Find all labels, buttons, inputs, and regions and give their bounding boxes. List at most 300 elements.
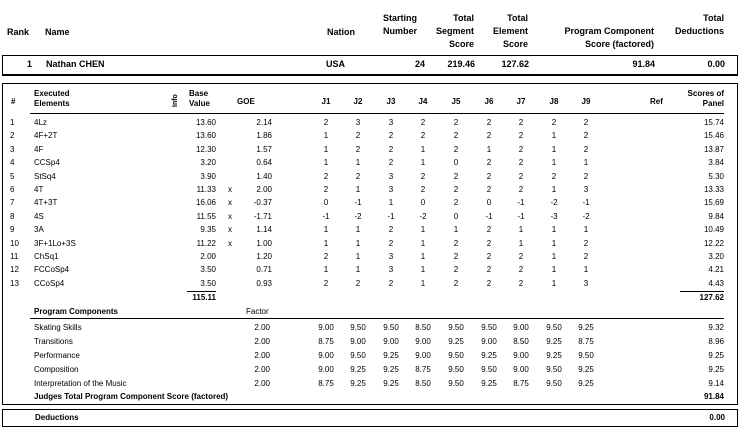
element-judge-score: 2 [583, 252, 589, 261]
component-judge-score: 9.25 [350, 365, 366, 374]
element-judge-score: 2 [583, 171, 589, 181]
component-score: 8.96 [708, 337, 724, 346]
element-score: 15.74 [703, 118, 724, 127]
component-name: Skating Skills [34, 323, 82, 332]
element-judge-score: 2 [551, 171, 557, 181]
elements-score-total: 127.62 [699, 293, 724, 302]
element-judge-score: 1 [420, 265, 426, 275]
element-judge-score: 1 [420, 158, 426, 168]
component-judge-score: 9.25 [546, 337, 562, 346]
element-name: 3F+1Lo+3S [34, 238, 76, 248]
element-row [0, 237, 740, 250]
element-name: ChSq1 [34, 252, 59, 261]
header-nation: Nation [327, 27, 355, 37]
element-base: 9.35 [200, 225, 216, 235]
element-judge-score: 0 [323, 198, 329, 208]
skater-total-deductions: 0.00 [707, 59, 725, 69]
element-goe: -0.37 [253, 198, 272, 208]
element-judge-score: 2 [388, 158, 394, 168]
col-j9: J9 [581, 97, 591, 106]
element-judge-score: -2 [419, 211, 427, 221]
element-judge-score: 2 [388, 238, 394, 248]
element-judge-score: 2 [323, 278, 329, 288]
element-judge-score: 2 [486, 131, 492, 141]
component-row [0, 377, 740, 390]
element-judge-score: 2 [323, 171, 329, 181]
components-total-label: Judges Total Program Component Score (factored) [34, 392, 229, 401]
element-goe: 1.40 [256, 171, 272, 181]
element-row [0, 223, 740, 236]
element-judge-score: 2 [323, 185, 329, 194]
element-judge-score: 2 [583, 144, 589, 154]
element-judge-score: 2 [583, 238, 589, 248]
element-score: 9.84 [708, 211, 724, 221]
element-row [0, 143, 740, 156]
element-base: 3.20 [200, 158, 216, 168]
element-num: 1 [10, 118, 15, 127]
element-judge-score: 2 [486, 171, 492, 181]
element-judge-score: 2 [453, 238, 459, 248]
element-judge-score: -3 [550, 211, 558, 221]
element-judge-score: 2 [551, 118, 557, 127]
element-score: 10.49 [703, 225, 724, 235]
component-judge-score: 9.25 [383, 365, 399, 374]
element-goe: 1.57 [256, 144, 272, 154]
component-judge-score: 9.50 [546, 365, 562, 374]
component-row [0, 321, 740, 334]
element-judge-score: 2 [583, 118, 589, 127]
components-title: Program Components [34, 307, 119, 316]
component-judge-score: 9.00 [513, 365, 529, 374]
element-num: 8 [10, 211, 15, 221]
element-judge-score: 1 [388, 198, 394, 208]
component-score: 9.25 [708, 351, 724, 360]
col-num: # [11, 97, 16, 106]
components-total-score: 91.84 [703, 392, 724, 401]
component-judge-score: 9.50 [350, 351, 366, 360]
element-score: 12.22 [703, 238, 724, 248]
component-judge-score: 9.25 [383, 351, 399, 360]
element-judge-score: -2 [550, 198, 558, 208]
element-judge-score: -1 [582, 198, 590, 208]
element-judge-score: 1 [355, 158, 361, 168]
element-judge-score: -2 [354, 211, 362, 221]
element-num: 9 [10, 225, 15, 235]
header-total-element-score: Total Element Score [492, 13, 528, 49]
element-name: 4Lz [34, 118, 47, 127]
element-num: 13 [10, 278, 19, 288]
element-num: 7 [10, 198, 15, 208]
element-name: CCSp4 [34, 158, 60, 168]
component-judge-score: 9.00 [415, 337, 431, 346]
element-judge-score: 1 [420, 278, 426, 288]
element-judge-score: 2 [453, 118, 459, 127]
component-judge-score: 8.75 [318, 337, 334, 346]
element-judge-score: 2 [388, 225, 394, 235]
element-judge-score: 2 [518, 158, 524, 168]
col-base-value: Base Value [189, 89, 210, 108]
element-row [0, 263, 740, 276]
element-goe: 2.14 [256, 118, 272, 127]
element-score: 4.43 [708, 278, 724, 288]
element-score: 5.30 [708, 171, 724, 181]
element-judge-score: 1 [355, 265, 361, 275]
component-judge-score: 9.50 [546, 379, 562, 388]
element-row [0, 277, 740, 290]
element-judge-score: 3 [388, 171, 394, 181]
component-judge-score: 9.50 [383, 323, 399, 332]
col-j7: J7 [516, 97, 526, 106]
element-judge-score: 1 [323, 265, 329, 275]
element-judge-score: 2 [453, 278, 459, 288]
component-judge-score: 9.00 [415, 351, 431, 360]
component-judge-score: 9.25 [578, 365, 594, 374]
element-judge-score: 1 [323, 238, 329, 248]
element-judge-score: 1 [583, 225, 589, 235]
element-score: 15.46 [703, 131, 724, 141]
element-base: 16.06 [195, 198, 216, 208]
element-name: FCCoSp4 [34, 265, 70, 275]
element-row [0, 210, 740, 223]
element-score: 13.33 [703, 185, 724, 194]
element-judge-score: 3 [388, 118, 394, 127]
base-total-rule [187, 291, 216, 292]
component-factor: 2.00 [254, 323, 270, 332]
element-goe: 2.00 [256, 185, 272, 194]
element-goe: 1.20 [256, 252, 272, 261]
component-judge-score: 9.00 [318, 323, 334, 332]
element-judge-score: 3 [355, 118, 361, 127]
component-judge-score: 9.50 [448, 379, 464, 388]
element-row [0, 116, 740, 129]
element-judge-score: 1 [518, 225, 524, 235]
component-judge-score: 9.50 [481, 365, 497, 374]
header-program-component-score: Program Component Score (factored) [564, 26, 654, 49]
skater-rank: 1 [27, 59, 33, 69]
element-goe: 1.00 [256, 238, 272, 248]
element-score: 13.87 [703, 144, 724, 154]
element-base: 11.22 [196, 238, 216, 248]
component-judge-score: 9.00 [383, 337, 399, 346]
element-judge-score: 2 [453, 131, 459, 141]
component-row [0, 349, 740, 362]
element-name: 4T+3T [34, 198, 58, 208]
element-row [0, 196, 740, 209]
element-judge-score: -1 [322, 211, 330, 221]
component-score: 9.32 [708, 323, 724, 332]
element-judge-score: 3 [388, 265, 394, 275]
element-judge-score: 2 [518, 144, 524, 154]
element-judge-score: 2 [518, 118, 524, 127]
element-x-flag: x [228, 198, 232, 208]
element-judge-score: 2 [355, 131, 361, 141]
header-total-deductions: Total Deductions [674, 13, 724, 36]
skater-program-component-score: 91.84 [632, 59, 655, 69]
component-judge-score: 9.25 [448, 337, 464, 346]
element-x-flag: x [228, 211, 232, 221]
element-name: StSq4 [34, 171, 56, 181]
element-judge-score: 1 [518, 238, 524, 248]
element-judge-score: 1 [551, 278, 557, 288]
element-judge-score: -1 [354, 198, 362, 208]
element-judge-score: 1 [323, 131, 329, 141]
component-judge-score: 8.75 [578, 337, 594, 346]
element-judge-score: 1 [355, 252, 361, 261]
element-judge-score: 2 [420, 131, 426, 141]
element-judge-score: 2 [518, 131, 524, 141]
element-num: 12 [10, 265, 19, 275]
component-judge-score: 9.00 [513, 351, 529, 360]
element-judge-score: 0 [453, 211, 459, 221]
element-judge-score: 2 [453, 252, 459, 261]
col-j6: J6 [484, 97, 494, 106]
element-judge-score: 1 [551, 158, 557, 168]
element-name: 4S [34, 211, 44, 221]
col-info: Info [172, 94, 179, 107]
component-judge-score: 9.50 [448, 365, 464, 374]
component-name: Transitions [34, 337, 73, 346]
element-judge-score: 1 [420, 252, 426, 261]
element-judge-score: 1 [355, 238, 361, 248]
element-judge-score: 1 [355, 185, 361, 194]
component-judge-score: 8.50 [415, 379, 431, 388]
element-score: 4.21 [708, 265, 724, 275]
component-judge-score: 9.00 [513, 323, 529, 332]
score-total-rule [680, 291, 724, 292]
components-factor-label: Factor [246, 307, 269, 316]
element-judge-score: 2 [453, 185, 459, 194]
element-judge-score: 1 [551, 131, 557, 141]
element-goe: -1.71 [253, 211, 272, 221]
element-judge-score: 2 [388, 131, 394, 141]
element-judge-score: 1 [323, 144, 329, 154]
element-judge-score: 2 [355, 171, 361, 181]
element-base: 13.60 [195, 131, 216, 141]
element-judge-score: 1 [583, 265, 589, 275]
component-factor: 2.00 [254, 379, 270, 388]
component-judge-score: 8.50 [513, 337, 529, 346]
element-name: 4T [34, 185, 44, 194]
element-row [0, 250, 740, 263]
element-judge-score: 2 [518, 171, 524, 181]
component-score: 9.14 [708, 379, 724, 388]
element-judge-score: 2 [355, 278, 361, 288]
element-name: 3A [34, 225, 44, 235]
element-judge-score: 2 [518, 265, 524, 275]
element-judge-score: -1 [517, 198, 525, 208]
element-judge-score: 3 [583, 278, 589, 288]
element-judge-score: 1 [551, 238, 557, 248]
element-judge-score: 1 [323, 225, 329, 235]
component-judge-score: 9.50 [350, 323, 366, 332]
component-row [0, 363, 740, 376]
element-num: 11 [10, 252, 19, 261]
skater-summary [2, 55, 738, 76]
component-judge-score: 9.00 [318, 351, 334, 360]
component-judge-score: 9.25 [383, 379, 399, 388]
element-goe: 0.71 [256, 265, 272, 275]
element-judge-score: 1 [583, 158, 589, 168]
element-judge-score: 1 [551, 252, 557, 261]
element-judge-score: 1 [355, 225, 361, 235]
component-judge-score: 8.50 [415, 323, 431, 332]
skater-total-segment-score: 219.46 [447, 59, 475, 69]
element-goe: 1.86 [256, 131, 272, 141]
element-row [0, 183, 740, 196]
element-judge-score: 2 [486, 278, 492, 288]
component-judge-score: 9.25 [481, 351, 497, 360]
element-base: 11.55 [196, 211, 216, 221]
element-goe: 1.14 [256, 225, 272, 235]
element-judge-score: 1 [323, 158, 329, 168]
header-total-segment-score: Total Segment Score [435, 13, 474, 49]
header-starting-number: Starting Number [382, 13, 417, 36]
component-judge-score: 9.25 [578, 379, 594, 388]
element-num: 6 [10, 185, 15, 194]
element-base: 12.30 [195, 144, 216, 154]
header-rank: Rank [7, 27, 30, 37]
element-num: 2 [10, 131, 15, 141]
element-judge-score: 2 [420, 118, 426, 127]
col-executed-elements: Executed Elements [34, 89, 70, 108]
element-num: 10 [10, 238, 19, 248]
col-j1: J1 [321, 97, 331, 106]
element-judge-score: 2 [486, 118, 492, 127]
element-judge-score: 2 [453, 171, 459, 181]
element-goe: 0.64 [256, 158, 272, 168]
element-name: 4F+2T [34, 131, 58, 141]
element-judge-score: -2 [582, 211, 590, 221]
element-judge-score: 2 [323, 252, 329, 261]
element-x-flag: x [228, 225, 232, 235]
element-judge-score: 1 [551, 144, 557, 154]
element-judge-score: 0 [453, 158, 459, 168]
element-base: 3.50 [200, 278, 216, 288]
element-judge-score: 2 [486, 225, 492, 235]
element-judge-score: 1 [486, 144, 492, 154]
elements-header-rule [30, 113, 724, 114]
skater-starting-number: 24 [414, 59, 425, 69]
element-judge-score: -1 [485, 211, 493, 221]
element-judge-score: 2 [420, 171, 426, 181]
element-judge-score: 2 [486, 158, 492, 168]
element-judge-score: 1 [420, 144, 426, 154]
element-judge-score: 3 [583, 185, 589, 194]
element-score: 15.69 [703, 198, 724, 208]
element-judge-score: 0 [420, 198, 426, 208]
element-judge-score: 2 [420, 185, 426, 194]
element-judge-score: 2 [518, 252, 524, 261]
skater-name: Nathan CHEN [46, 59, 105, 69]
component-judge-score: 9.50 [578, 351, 594, 360]
element-judge-score: -1 [517, 211, 525, 221]
element-judge-score: 2 [323, 118, 329, 127]
component-judge-score: 9.00 [318, 365, 334, 374]
component-row [0, 335, 740, 348]
element-row [0, 156, 740, 169]
element-base: 3.90 [200, 171, 216, 181]
component-judge-score: 9.25 [578, 323, 594, 332]
component-judge-score: 9.25 [350, 379, 366, 388]
element-base: 13.60 [195, 118, 216, 127]
components-header-rule [30, 318, 724, 319]
deductions-label: Deductions [35, 413, 79, 422]
element-num: 5 [10, 171, 15, 181]
element-name: CCoSp4 [34, 278, 65, 288]
col-j8: J8 [549, 97, 559, 106]
element-x-flag: x [228, 238, 232, 248]
deductions-value: 0.00 [709, 413, 725, 422]
element-num: 4 [10, 158, 15, 168]
element-judge-score: 2 [486, 265, 492, 275]
component-judge-score: 8.75 [318, 379, 334, 388]
component-name: Interpretation of the Music [34, 379, 127, 388]
element-judge-score: 1 [453, 225, 459, 235]
header-name: Name [45, 27, 70, 37]
component-judge-score: 9.50 [481, 323, 497, 332]
component-judge-score: 9.25 [546, 351, 562, 360]
element-judge-score: 2 [453, 198, 459, 208]
component-factor: 2.00 [254, 337, 270, 346]
skater-total-element-score: 127.62 [501, 59, 529, 69]
deductions-panel [2, 409, 738, 427]
element-judge-score: 2 [486, 238, 492, 248]
element-judge-score: 2 [388, 278, 394, 288]
element-num: 3 [10, 144, 15, 154]
element-goe: 0.93 [256, 278, 272, 288]
element-x-flag: x [228, 185, 232, 194]
component-judge-score: 8.75 [513, 379, 529, 388]
element-base: 3.50 [200, 265, 216, 275]
element-judge-score: 1 [551, 225, 557, 235]
component-judge-score: 9.00 [481, 337, 497, 346]
element-judge-score: 2 [518, 185, 524, 194]
col-j4: J4 [418, 97, 428, 106]
component-judge-score: 9.50 [448, 323, 464, 332]
element-judge-score: 3 [388, 252, 394, 261]
col-j3: J3 [386, 97, 396, 106]
element-judge-score: 0 [486, 198, 492, 208]
element-base: 2.00 [200, 252, 216, 261]
element-judge-score: 2 [486, 185, 492, 194]
component-name: Performance [34, 351, 80, 360]
element-base: 11.33 [196, 185, 216, 194]
component-factor: 2.00 [254, 351, 270, 360]
col-j2: J2 [353, 97, 363, 106]
col-ref: Ref [650, 97, 663, 106]
element-judge-score: 3 [388, 185, 394, 194]
element-score: 3.20 [708, 252, 724, 261]
component-factor: 2.00 [254, 365, 270, 374]
element-name: 4F [34, 144, 44, 154]
component-judge-score: 8.75 [415, 365, 431, 374]
component-judge-score: 9.25 [481, 379, 497, 388]
component-judge-score: 9.50 [448, 351, 464, 360]
element-judge-score: 1 [551, 185, 557, 194]
component-judge-score: 9.00 [350, 337, 366, 346]
element-judge-score: 2 [453, 265, 459, 275]
col-j5: J5 [451, 97, 461, 106]
skater-nation: USA [326, 59, 346, 69]
element-judge-score: 2 [388, 144, 394, 154]
element-judge-score: 2 [453, 144, 459, 154]
element-row [0, 129, 740, 142]
element-judge-score: 2 [486, 252, 492, 261]
col-goe: GOE [237, 97, 255, 106]
elements-base-total: 115.11 [192, 293, 216, 302]
element-judge-score: 1 [551, 265, 557, 275]
element-judge-score: 2 [355, 144, 361, 154]
